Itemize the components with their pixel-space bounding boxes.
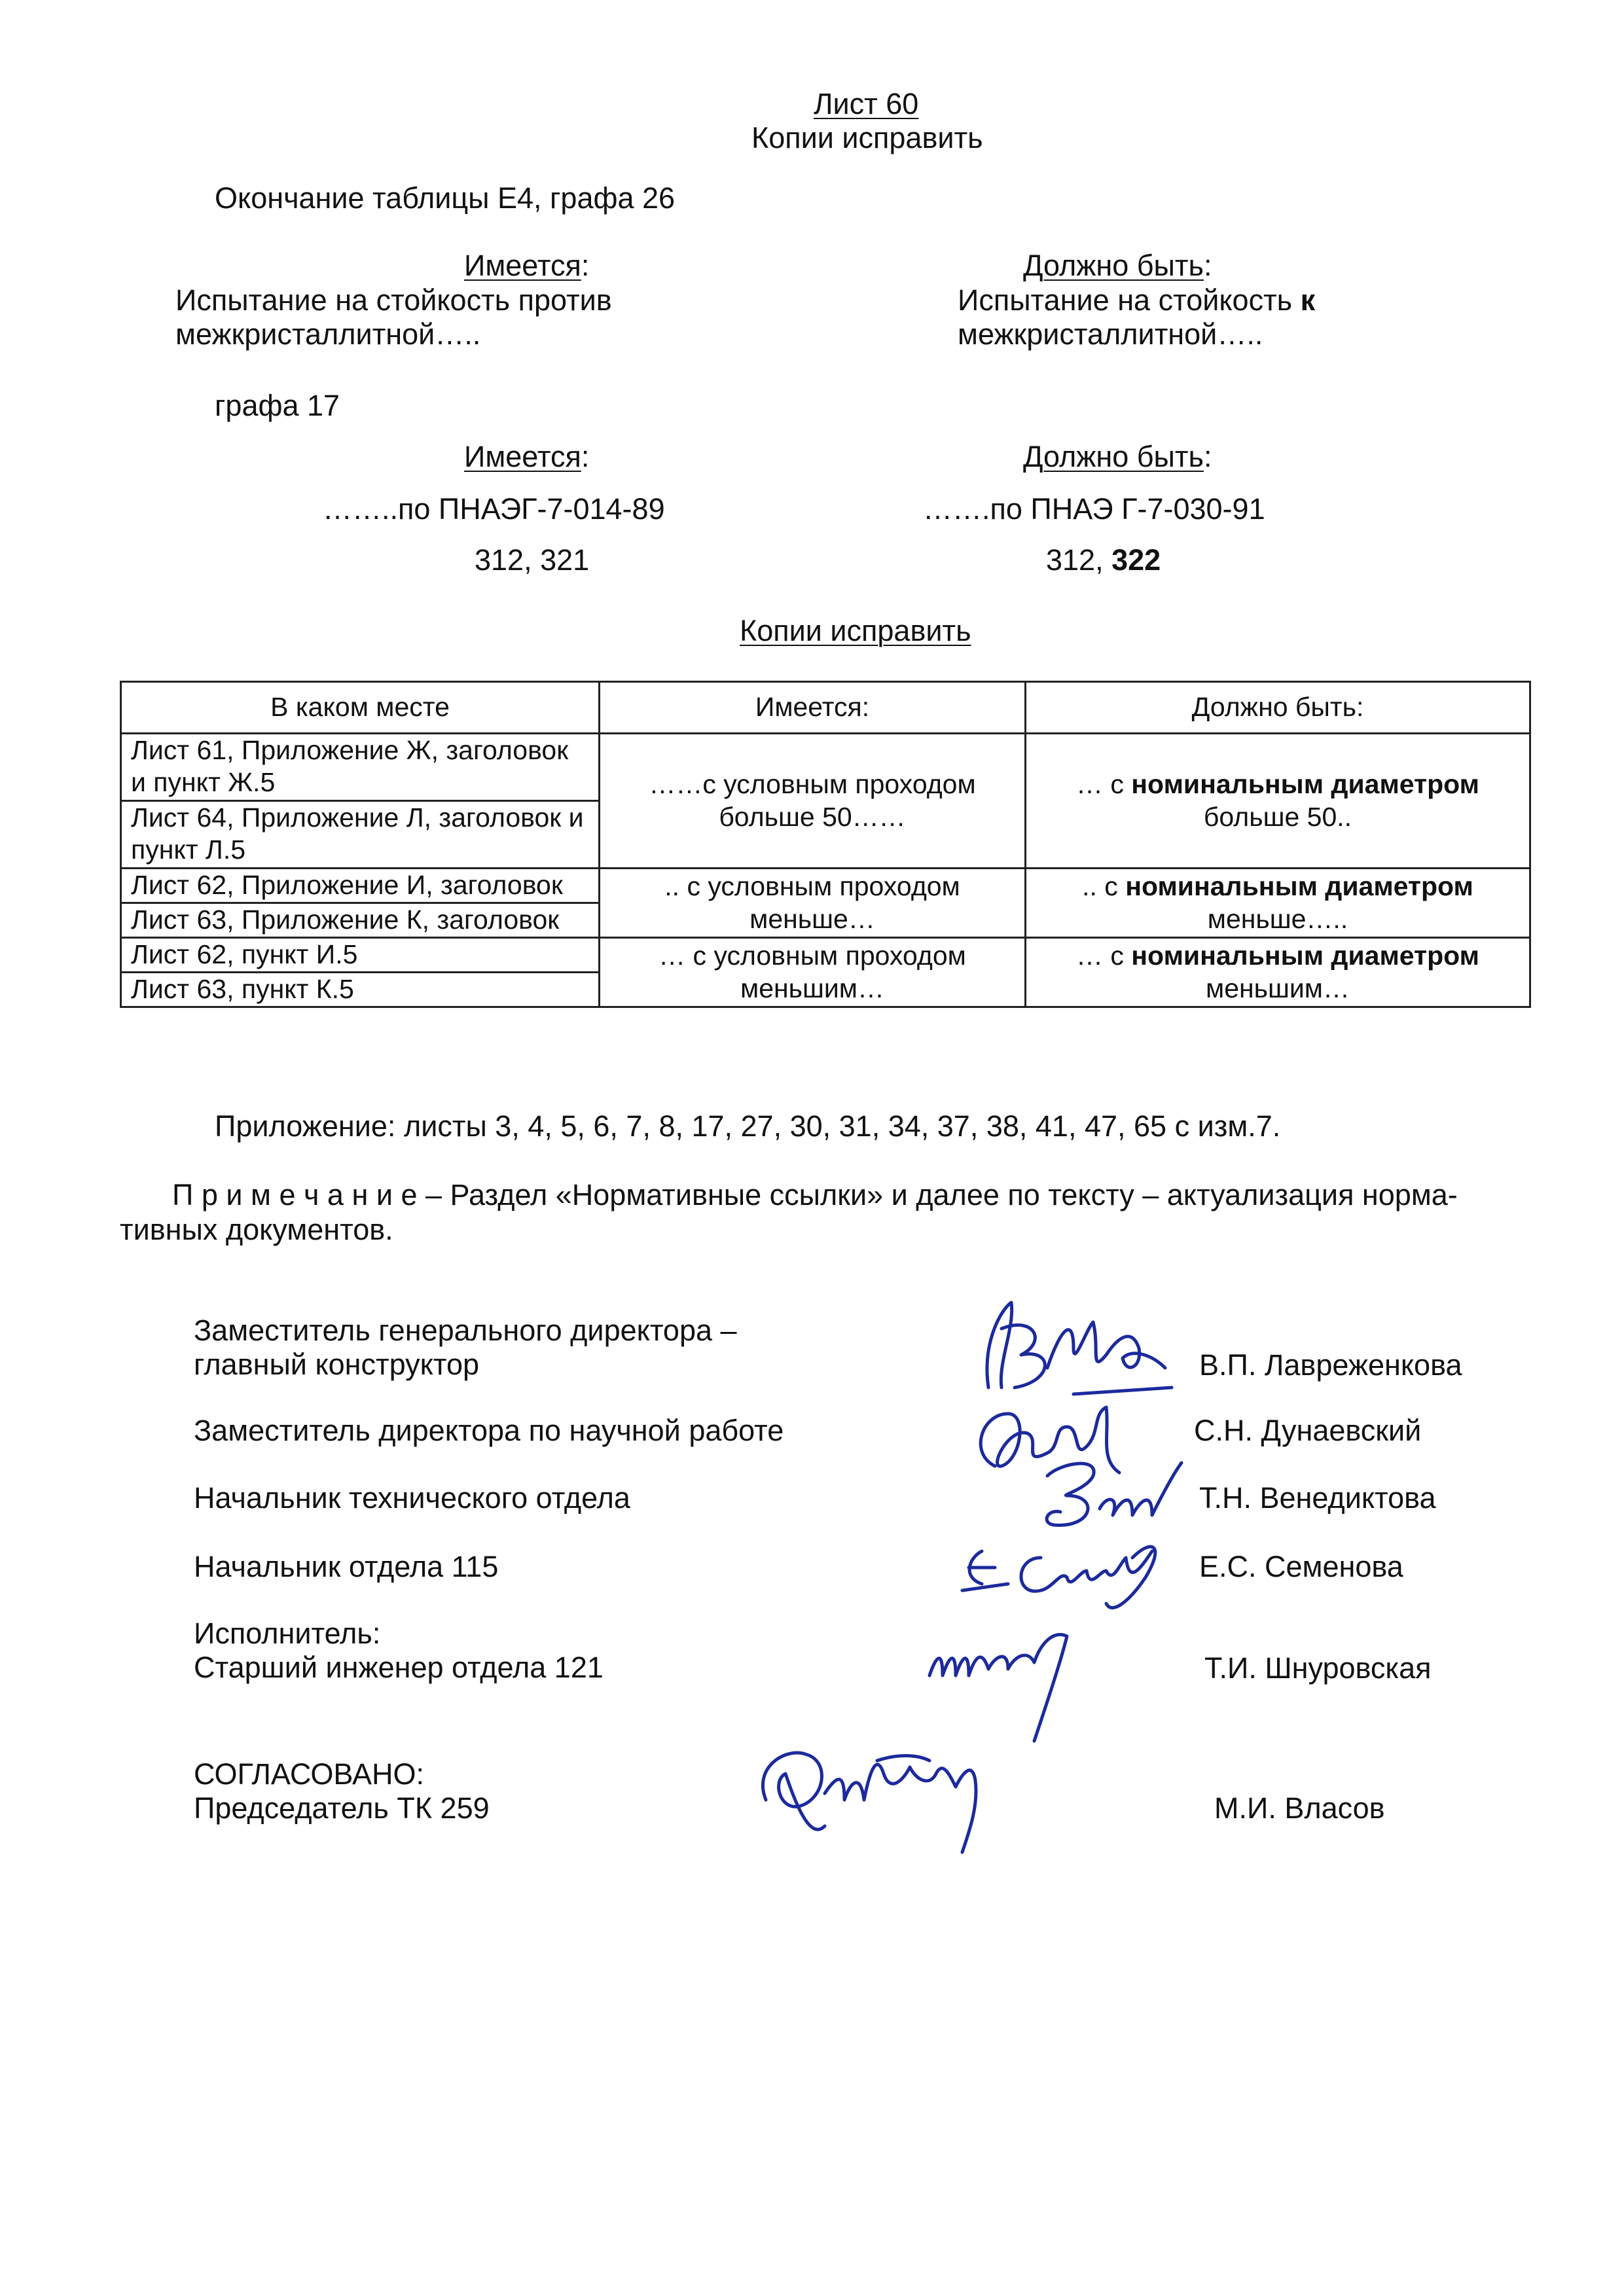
section1-has-line2: межкристаллитной….. — [175, 317, 481, 351]
signatory-name: М.И. Власов — [1214, 1791, 1385, 1825]
signature-4 — [956, 1532, 1178, 1623]
table-title: Копии исправить — [740, 614, 971, 647]
section1-should-label: Должно быть: — [1023, 249, 1212, 282]
signatory-name: Е.С. Семенова — [1199, 1550, 1403, 1583]
section1-has-label: Имеется: — [464, 249, 590, 282]
has-cell: … с условным проходом меньшим… — [600, 938, 1026, 1007]
section1-should-line2: межкристаллитной….. — [958, 317, 1263, 351]
place-cell: Лист 64, Приложение Л, заголовок и пункт Л.5 — [121, 801, 600, 869]
table-row — [121, 869, 1530, 903]
section1-title: Окончание таблицы Е4, графа 26 — [215, 181, 676, 215]
signatory-position: Начальник отдела 115 — [194, 1550, 499, 1583]
header-subtitle: Копии исправить — [751, 121, 983, 154]
place-cell: Лист 62, Приложение И, заголовок — [121, 869, 600, 903]
section1-should-line1: Испытание на стойкость к — [958, 283, 1316, 317]
section2-should-label: Должно быть: — [1023, 440, 1212, 473]
signatory-name: С.Н. Дунаевский — [1194, 1414, 1422, 1447]
table-row — [121, 734, 1530, 801]
header-has: Имеется: — [600, 682, 1026, 734]
has-cell: ……с условным проходом больше 50…… — [600, 734, 1026, 869]
signatory-name: В.П. Лавреженкова — [1199, 1348, 1462, 1382]
section2-should-ref: …….по ПНАЭ Г-7-030-91 — [923, 492, 1265, 526]
signatory-position: Начальник технического отдела — [194, 1481, 630, 1515]
place-cell: Лист 61, Приложение Ж, заголовок и пункт Ж.5 — [121, 734, 600, 801]
appendix-line: Приложение: листы 3, 4, 5, 6, 7, 8, 17, 27, 30, 31, 34, 37, 38, 41, 47, 65 с изм.7. — [215, 1109, 1281, 1143]
note-line2: тивных документов. — [120, 1213, 393, 1246]
table-header-row — [121, 682, 1530, 734]
section1-should-text — [958, 283, 1315, 351]
place-cell: Лист 63, пункт К.5 — [121, 973, 600, 1007]
section1-has-text — [175, 283, 612, 351]
should-cell: … с номинальным диаметром больше 50.. — [1026, 734, 1530, 869]
section1-has-line1: Испытание на стойкость против — [175, 283, 612, 317]
signatory-position: СОГЛАСОВАНО: Председатель ТК 259 — [194, 1757, 490, 1825]
note-line1: П р и м е ч а н и е – Раздел «Нормативные ссылки» и далее по тексту – актуализация норма- — [172, 1178, 1458, 1211]
table-row — [121, 938, 1530, 973]
note-label: П р и м е ч а н и е — [172, 1178, 418, 1211]
section2-should-nums: 312, 322 — [1046, 543, 1161, 577]
signatory-name: Т.Н. Венедиктова — [1199, 1481, 1436, 1515]
section2-title: графа 17 — [215, 389, 340, 422]
section2-has-ref: ……..по ПНАЭГ-7-014-89 — [323, 492, 665, 526]
place-cell: Лист 62, пункт И.5 — [121, 938, 600, 973]
bold-correction: к — [1300, 283, 1316, 317]
signatory-name: Т.И. Шнуровская — [1204, 1651, 1432, 1685]
section2-has-nums: 312, 321 — [475, 543, 590, 577]
signatory-position: Исполнитель: Старший инженер отдела 121 — [194, 1617, 604, 1684]
signatory-position: Заместитель генерального директора – главный конструктор — [194, 1314, 737, 1381]
place-cell: Лист 63, Приложение К, заголовок — [121, 903, 600, 938]
sheet-number: Лист 60 — [814, 87, 919, 120]
should-cell: .. с номинальным диаметром меньше….. — [1026, 869, 1530, 938]
corrections-table — [120, 681, 1531, 1008]
has-cell: .. с условным проходом меньше… — [600, 869, 1026, 938]
should-cell: … с номинальным диаметром меньшим… — [1026, 938, 1530, 1007]
header-place: В каком месте — [121, 682, 600, 734]
header-should: Должно быть: — [1026, 682, 1530, 734]
signature-6 — [746, 1715, 1034, 1859]
signatory-position: Заместитель директора по научной работе — [194, 1414, 784, 1447]
section2-has-label: Имеется: — [464, 440, 590, 473]
bold-correction: 322 — [1111, 543, 1161, 577]
